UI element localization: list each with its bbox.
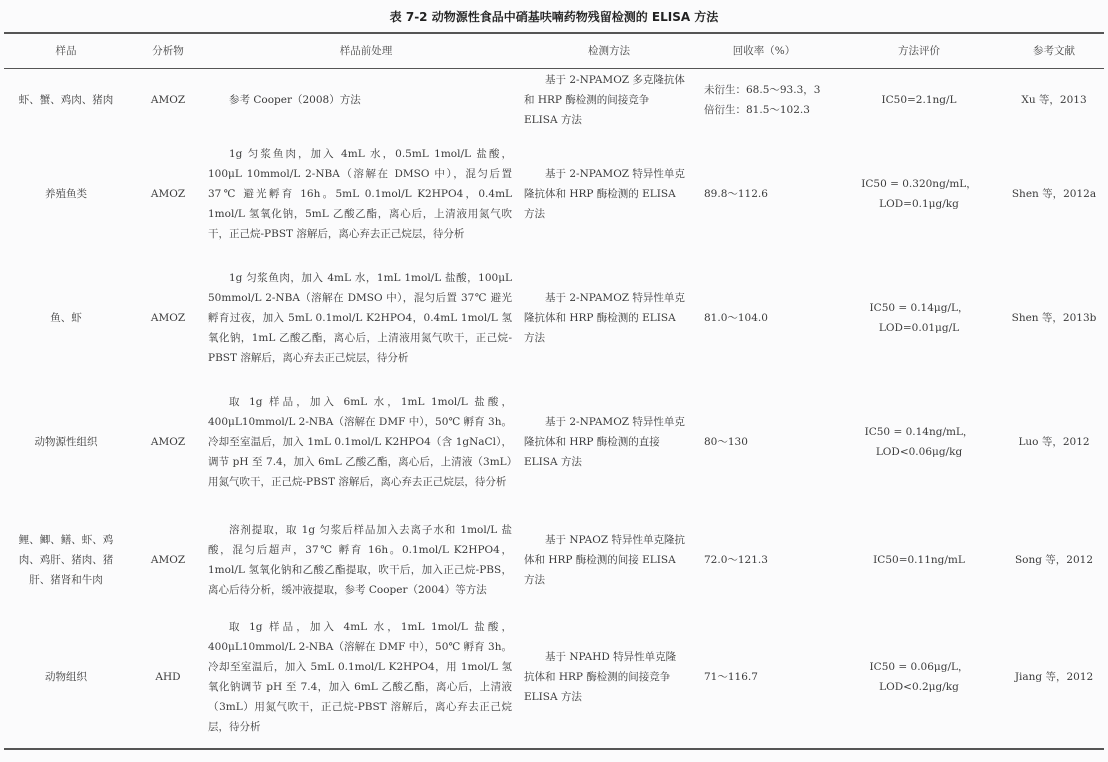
- pretreatment-cell: 溶剂提取，取 1g 匀浆后样品加入去离子水和 1mol/L 盐酸，混匀后超声，37℃ 孵育 16h。0.1mol/L K2HPO4，1mol/L 氢氧化钠和乙酸乙酯提取，吹干后，加入正己烷-PBS，离心后待分析，缓冲液提取，参考 Cooper（2004）等方法: [208, 524, 512, 596]
- method-cell: 基于 2-NPAMOZ 多克隆抗体和 HRP 酶检测的间接竞争 ELISA 方法: [524, 74, 685, 126]
- sample-cell: 鱼、虾: [50, 312, 82, 324]
- sample-cell: 虾、蟹、鸡肉、猪肉: [18, 94, 114, 106]
- header-sample: 样品: [55, 45, 77, 57]
- reference-cell: Jiang 等，2012: [1014, 671, 1094, 683]
- method-cell: 基于 NPAOZ 特异性单克隆抗体和 HRP 酶检测的间接 ELISA 方法: [524, 534, 685, 586]
- pretreatment-cell: 1g 匀浆鱼肉，加入 4mL 水，0.5mL 1mol/L 盐酸，100μL 10mmol/L 2-NBA（溶解在 DMSO 中），混匀后置 37℃ 避光孵育 16h。5mL 0.1mol/L K2HPO4，0.4mL 1mol/L 氢氧化钠，5mL 乙酸乙酯，离心后，上清液用氮气吹干，正己烷-PBST 溶解后，离心弃去正己烷层，待分析: [208, 148, 512, 240]
- evaluation-cell: IC50=0.11ng/mL: [873, 554, 965, 566]
- analyte-cell: AMOZ: [150, 188, 186, 200]
- analyte-cell: AHD: [155, 671, 181, 683]
- pretreatment-cell: 取 1g 样品，加入 6mL 水，1mL 1mol/L 盐酸，400μL10mmol/L 2-NBA（溶解在 DMF 中），50℃ 孵育 3h。冷却至室温后，加入 1mL 0.1mol/L K2HPO4（含 1gNaCl），调节 pH 至 7.4，加入 6mL 乙酸乙酯，离心后，上清液（3mL）用氮气吹干，正己烷-PBST 溶解后，离心弃去正己烷层，待分析: [208, 396, 512, 488]
- header-evaluation: 方法评价: [898, 45, 940, 57]
- header-recovery: 回收率（%）: [732, 45, 796, 57]
- recovery-cell: 81.0～104.0: [704, 312, 768, 324]
- reference-cell: Shen 等，2012a: [1011, 188, 1097, 200]
- recovery-cell: 未衍生：68.5～93.3，3 倍衍生：81.5～102.3: [704, 84, 821, 116]
- sample-cell: 动物源性组织: [34, 436, 98, 448]
- sample-cell: 养殖鱼类: [45, 188, 87, 200]
- evaluation-cell: IC50=2.1ng/L: [881, 94, 957, 106]
- method-cell: 基于 2-NPAMOZ 特异性单克隆抗体和 HRP 酶检测的 ELISA 方法: [524, 168, 685, 220]
- recovery-cell: 71～116.7: [704, 671, 758, 683]
- table-row: [4, 68, 1104, 132]
- header-reference: 参考文献: [1033, 45, 1075, 57]
- table-row: [4, 256, 1104, 380]
- reference-cell: Luo 等，2012: [1018, 436, 1090, 448]
- method-cell: 基于 2-NPAMOZ 特异性单克隆抗体和 HRP 酶检测的直接 ELISA 方法: [524, 416, 685, 468]
- bottom-rule: [4, 748, 1104, 750]
- analyte-cell: AMOZ: [150, 312, 186, 324]
- evaluation-cell: IC50 = 0.14ng/mL，LOD<0.06μg/kg: [864, 426, 974, 458]
- evaluation-cell: IC50 = 0.14μg/L，LOD=0.01μg/L: [869, 302, 969, 334]
- elisa-methods-table: [4, 34, 1104, 738]
- sample-cell: 动物组织: [45, 671, 87, 683]
- evaluation-cell: IC50 = 0.06μg/L，LOD<0.2μg/kg: [869, 661, 969, 693]
- table-row: [4, 616, 1104, 738]
- pretreatment-cell: 参考 Cooper（2008）方法: [229, 94, 361, 106]
- header-analyte: 分析物: [152, 45, 184, 57]
- pretreatment-cell: 1g 匀浆鱼肉，加入 4mL 水，1mL 1mol/L 盐酸，100μL 50mmol/L 2-NBA（溶解在 DMSO 中），混匀后置 37℃ 避光孵育过夜，加入 5mL 0.1mol/L K2HPO4，0.4mL 1mol/L 氢氧化钠，1mL 乙酸乙酯，离心后，上清液用氮气吹干，正己烷-PBST 溶解后，离心弃去正己烷层，待分析: [208, 272, 512, 364]
- analyte-cell: AMOZ: [150, 436, 186, 448]
- header-row: [4, 34, 1104, 68]
- evaluation-cell: IC50 = 0.320ng/mL，LOD=0.1μg/kg: [861, 178, 977, 210]
- table-row: [4, 504, 1104, 616]
- pretreatment-cell: 取 1g 样品，加入 4mL 水，1mL 1mol/L 盐酸，400μL10mmol/L 2-NBA（溶解在 DMF 中），50℃ 孵育 3h。冷却至室温后，加入 5mL 0.1mol/L K2HPO4，用 1mol/L 氢氧化钠调节 pH 至 7.4，加入 6mL 乙酸乙酯，离心后，上清液（3mL）用氮气吹干，正己烷-PBST 溶解后，离心弃去正己烷层，待分析: [208, 621, 512, 733]
- recovery-cell: 80～130: [704, 436, 748, 448]
- table-row: [4, 132, 1104, 256]
- analyte-cell: AMOZ: [150, 554, 186, 566]
- table-title: 表 7-2 动物源性食品中硝基呋喃药物残留检测的 ELISA 方法: [389, 10, 719, 24]
- analyte-cell: AMOZ: [150, 94, 186, 106]
- recovery-cell: 89.8～112.6: [704, 188, 768, 200]
- reference-cell: Song 等，2012: [1014, 554, 1094, 566]
- reference-cell: Xu 等，2013: [1021, 94, 1087, 106]
- header-method: 检测方法: [588, 45, 630, 57]
- sample-cell: 鲤、鲫、鳝、虾、鸡肉、鸡肝、猪肉、猪肝、猪肾和牛肉: [18, 534, 114, 586]
- recovery-cell: 72.0～121.3: [704, 554, 768, 566]
- header-pretreatment: 样品前处理: [339, 45, 393, 57]
- method-cell: 基于 NPAHD 特异性单克隆抗体和 HRP 酶检测的间接竞争 ELISA 方法: [524, 651, 677, 703]
- table-row: [4, 380, 1104, 504]
- reference-cell: Shen 等，2013b: [1011, 312, 1097, 324]
- method-cell: 基于 2-NPAMOZ 特异性单克隆抗体和 HRP 酶检测的 ELISA 方法: [524, 292, 685, 344]
